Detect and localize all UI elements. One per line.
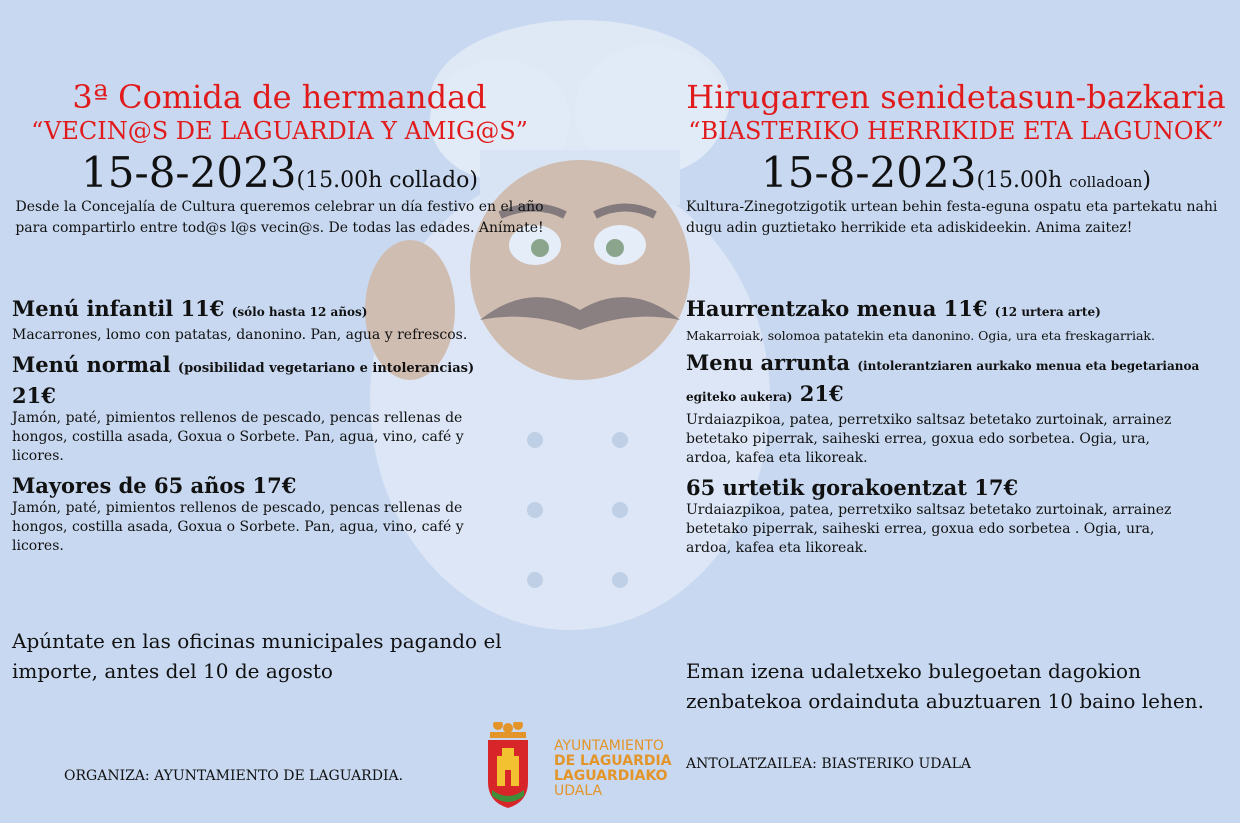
event-title-es: 3ª Comida de hermandad [72, 78, 487, 116]
logo-text [554, 739, 672, 799]
menu-65-desc: Urdaiazpikoa, patea, perretxiko saltsaz betetako zurtoinak, arrainez betetako piperrak, saiheski errea, goxua edo sorbetea . Ogia, ura, ardoa, kafea eta likoreak. [686, 502, 1172, 556]
intro-eu: Kultura-Zinegotzigotik urtean behin festa-eguna ospatu eta partekatu nahi dugu adin guztietako herrikide eta adiskideekin. Anima zaitez! [686, 199, 1218, 236]
signup-eu: Eman izena udaletxeko bulegoetan dagokion zenbatekoa ordainduta abuztuaren 10 baino lehen. [686, 659, 1204, 713]
logo-line3: LAGUARDIAKO [554, 768, 668, 784]
spanish-column [12, 78, 547, 556]
intro-es: Desde la Concejalía de Cultura queremos celebrar un día festivo en el año para compartirlo entre tod@s l@s vecin@s. De todas las edades. Anímate! [15, 199, 544, 236]
time-eu-close: ) [1142, 168, 1151, 193]
menu-normal-note: (posibilidad vegetariano e intolerancias) [177, 361, 475, 376]
menu-arrunta-title: Menu arrunta [686, 350, 851, 375]
menu-haur-title: Haurrentzako menua 11€ [686, 296, 988, 321]
menu-arrunta-heading [686, 349, 1221, 411]
menu-65-title: 65 urtetik gorakoentzat 17€ [686, 475, 1019, 500]
event-subtitle-es: “VECIN@S DE LAGUARDIA Y AMIG@S” [31, 117, 528, 145]
event-subtitle-eu: “BIASTERIKO HERRIKIDE ETA LAGUNOK” [688, 117, 1224, 145]
menu-arrunta-desc: Urdaiazpikoa, patea, perretxiko saltsaz betetako zurtoinak, arrainez betetako piperrak, saiheski errea, goxua edo sorbetea. Ogia, ura, ardoa, kafea eta likoreak. [686, 412, 1172, 466]
menu-haur-desc: Makarroiak, solomoa patatekin eta danonino. Ogia, ura eta freskagarriak. [686, 328, 1155, 343]
menu-normal-heading [12, 351, 547, 382]
menu-normal-price: 21€ [12, 383, 56, 408]
organizer-es: ORGANIZA: AYUNTAMIENTO DE LAGUARDIA. [64, 768, 404, 784]
basque-column [686, 78, 1226, 558]
menu-normal-desc: Jamón, paté, pimientos rellenos de pescado, pencas rellenas de hongos, costilla asada, Goxua o Sorbete. Pan, agua, vino, café y licores. [12, 410, 464, 464]
menu-infantil-title: Menú infantil 11€ [12, 296, 225, 321]
time-eu-place: colladoan [1069, 173, 1143, 191]
menu-mayores-title: Mayores de 65 años 17€ [12, 473, 297, 498]
time-eu-open: (15.00h [976, 168, 1070, 193]
menu-haur-note: (12 urtera arte) [994, 305, 1101, 319]
signup-es: Apúntate en las oficinas municipales pagando el importe, antes del 10 de agosto [12, 629, 502, 683]
menu-mayores-desc: Jamón, paté, pimientos rellenos de pescado, pencas rellenas de hongos, costilla asada, Goxua o Sorbete. Pan, agua, vino, café y licores. [12, 500, 464, 554]
menu-arrunta-price: 21€ [799, 381, 844, 406]
event-date-es [12, 148, 547, 197]
time-es: (15.00h collado) [296, 168, 478, 193]
menu-haur-heading [686, 295, 1226, 326]
logo-line4: UDALA [554, 783, 603, 799]
menu-infantil-heading [12, 295, 547, 326]
menu-infantil-desc: Macarrones, lomo con patatas, danonino. Pan, agua y refrescos. [12, 327, 468, 343]
logo-line2: DE LAGUARDIA [554, 753, 672, 769]
event-title-eu: Hirugarren senidetasun-bazkaria [686, 78, 1226, 116]
menu-infantil-note: (sólo hasta 12 años) [231, 305, 368, 319]
logo-line1: AYUNTAMIENTO [554, 738, 664, 754]
organizer-eu: ANTOLATZAILEA: BIASTERIKO UDALA [686, 756, 972, 772]
menu-arrunta-note: (intolerantziaren aurkako menua eta begetarianoa egiteko aukera) [686, 359, 1200, 404]
menu-normal-title: Menú normal [12, 352, 171, 377]
date-es: 15-8-2023 [81, 148, 297, 197]
date-eu: 15-8-2023 [761, 148, 977, 197]
event-date-eu [686, 148, 1226, 197]
